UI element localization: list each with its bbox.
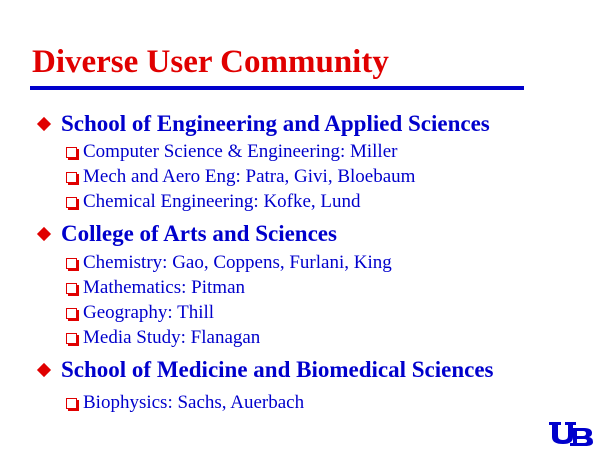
list-item-label: Computer Science & Engineering: Miller [83, 141, 398, 162]
list-item [66, 393, 304, 412]
checkbox-bullet-icon [66, 258, 77, 269]
list-item [66, 303, 214, 322]
section-heading-label: School of Medicine and Biomedical Sciences [61, 357, 494, 382]
list-item-label: Media Study: Flanagan [83, 327, 261, 348]
diamond-bullet-icon [37, 226, 51, 240]
title-underline [30, 86, 524, 90]
list-item-label: Geography: Thill [83, 302, 215, 323]
checkbox-bullet-icon [66, 197, 77, 208]
slide-title: Diverse User Community [32, 44, 389, 80]
list-item [66, 142, 397, 161]
checkbox-bullet-icon [66, 308, 77, 319]
section-heading-label: School of Engineering and Applied Sciences [61, 111, 490, 136]
section-heading [35, 112, 490, 135]
section-heading [35, 222, 337, 245]
ub-logo-icon [548, 420, 594, 446]
checkbox-bullet-icon [66, 333, 77, 344]
list-item [66, 253, 392, 272]
diamond-bullet-icon [37, 362, 51, 376]
list-item [66, 278, 245, 297]
list-item-label: Biophysics: Sachs, Auerbach [83, 392, 305, 413]
section-heading [35, 358, 494, 381]
section-heading-label: College of Arts and Sciences [61, 221, 337, 246]
list-item-label: Mathematics: Pitman [83, 277, 246, 298]
list-item-label: Mech and Aero Eng: Patra, Givi, Bloebaum [83, 166, 416, 187]
checkbox-bullet-icon [66, 283, 77, 294]
list-item [66, 192, 361, 211]
checkbox-bullet-icon [66, 398, 77, 409]
checkbox-bullet-icon [66, 147, 77, 158]
list-item-label: Chemistry: Gao, Coppens, Furlani, King [83, 252, 392, 273]
list-item [66, 167, 415, 186]
checkbox-bullet-icon [66, 172, 77, 183]
list-item-label: Chemical Engineering: Kofke, Lund [83, 191, 361, 212]
list-item [66, 328, 260, 347]
diamond-bullet-icon [37, 116, 51, 130]
